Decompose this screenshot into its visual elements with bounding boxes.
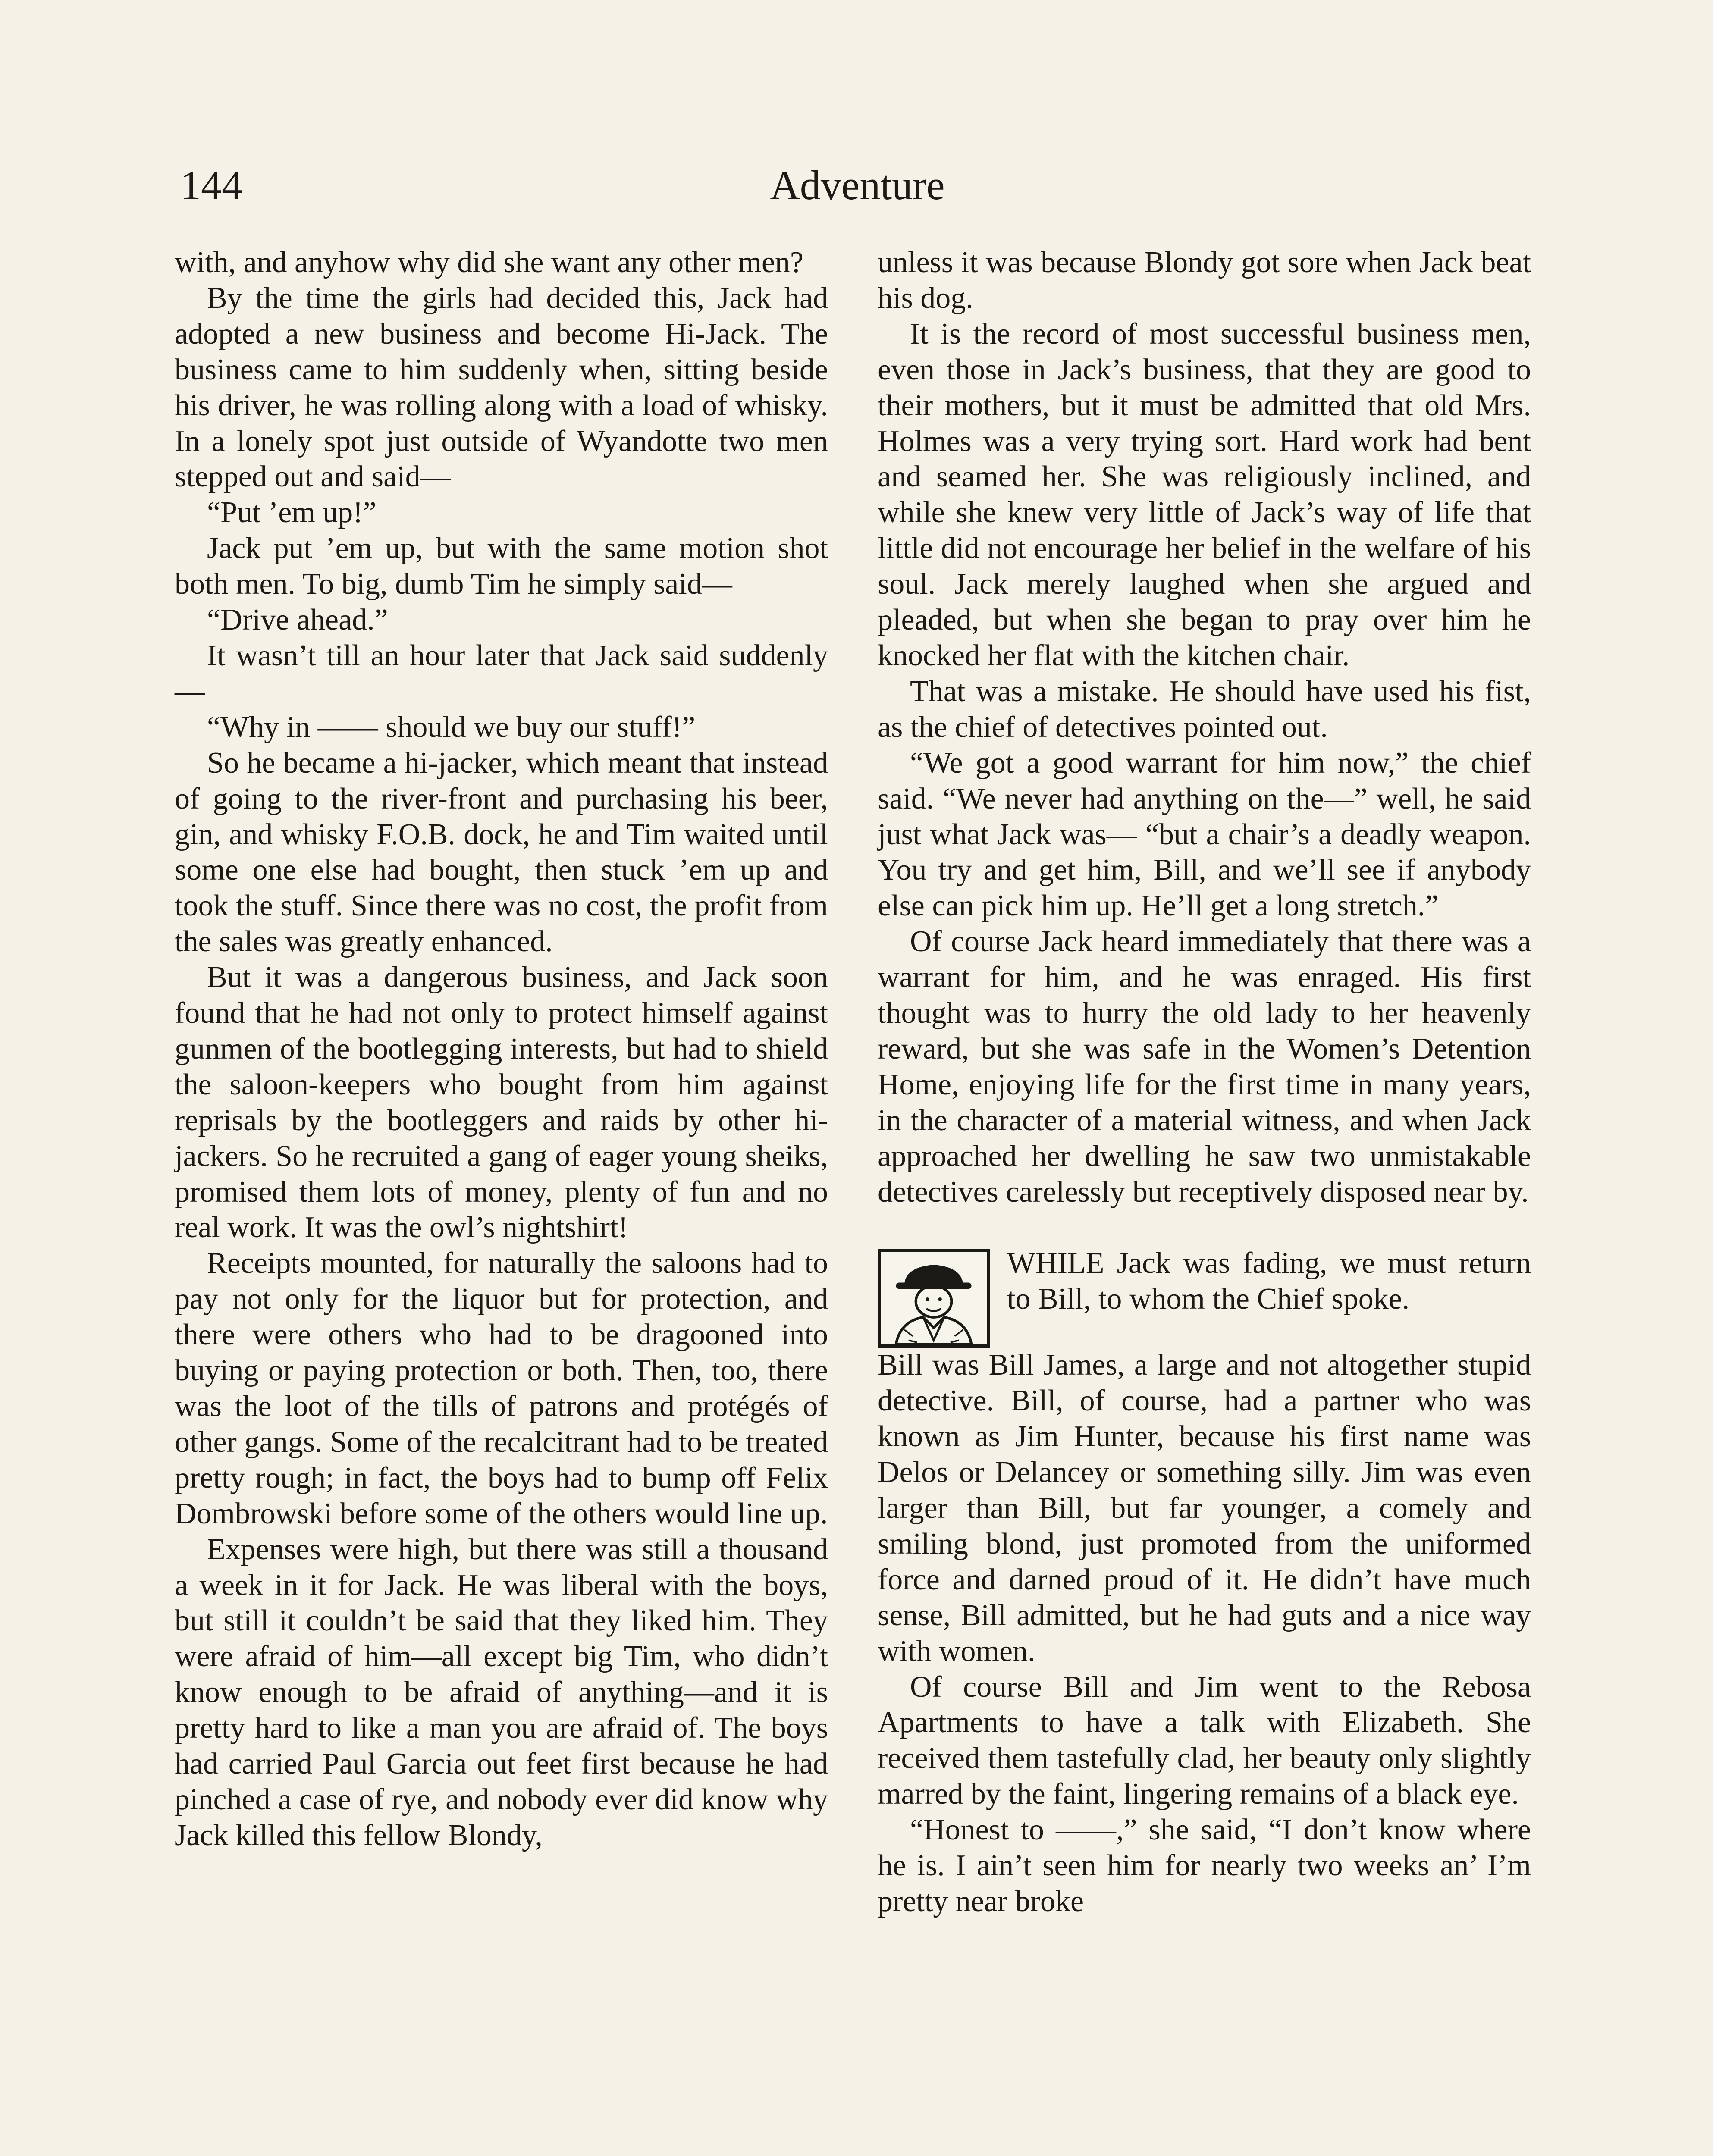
paragraph: “Honest to ——,” she said, “I don’t know where he is. I ain’t seen him for nearly two weeks an’ I’m pretty near broke bbox=[878, 1813, 1531, 1918]
right-column bbox=[878, 245, 1531, 1920]
magazine-title: Adventure bbox=[770, 162, 945, 208]
paragraph: That was a mistake. He should have used his fist, as the chief of detectives pointed out. bbox=[878, 674, 1531, 744]
paragraph: Expenses were high, but there was still a thousand a week in it for Jack. He was liberal with the boys, but still it couldn’t be said that they liked him. They were afraid of him—all except big Tim, who didn’t know enough to be afraid of anything—and it is pretty hard to like a man you are afraid of. The boys had carried Paul Garcia out feet first because he had pinched a case of rye, and nobody ever did know why Jack killed this fellow Blondy, bbox=[175, 1532, 828, 1852]
paragraph: But it was a dangerous business, and Jack soon found that he had not only to protect himself against gunmen of the bootlegging interests, but had to shield the saloon-keepers who bought from him against reprisals by the bootleggers and raids by other hi-jackers. So he recruited a gang of eager young sheiks, promised them lots of money, plenty of fun and no real work. It was the owl’s nightshirt! bbox=[175, 961, 828, 1244]
detective-portrait-icon bbox=[878, 1249, 990, 1348]
paragraph: By the time the girls had decided this, Jack had adopted a new business and become Hi-Jack. The business came to him suddenly when, sitting beside his driver, he was rolling along with a load of whisky. In a lonely spot just outside of Wyandotte two men stepped out and said— bbox=[175, 281, 828, 494]
paragraph: So he became a hi-jacker, which meant that instead of going to the river-front and purchasing his beer, gin, and whisky F.O.B. dock, he and Tim waited until some one else had bought, then stuck ’em up and took the stuff. Since there was no cost, the profit from the sales was greatly enhanced. bbox=[175, 746, 828, 959]
paragraph: Jack put ’em up, but with the same motion shot both men. To big, dumb Tim he simply said— bbox=[175, 532, 828, 601]
page-number: 144 bbox=[180, 162, 242, 208]
paragraph: unless it was because Blondy got sore when Jack beat his dog. bbox=[878, 246, 1531, 315]
paragraph: “Drive ahead.” bbox=[207, 603, 388, 637]
paragraph: Bill was Bill James, a large and not altogether stupid detective. Bill, of course, had a partner who was known as Jim Hunter, because his first name was Delos or Delancey or something silly. Jim was even larger than Bill, but far younger, a comely and smiling blond, just promoted from the uniformed force and darned proud of it. He didn’t have much sense, Bill admitted, but he had guts and a nice way with women. bbox=[878, 1348, 1531, 1668]
paragraph: “We got a good warrant for him now,” the chief said. “We never had anything on the—” well, he said just what Jack was— “but a chair’s a deadly weapon. You try and get him, Bill, and we’ll see if anybody else can pick him up. He’ll get a long stretch.” bbox=[878, 746, 1531, 923]
section-break bbox=[878, 1246, 1531, 1669]
paragraph: “Put ’em up!” bbox=[207, 496, 376, 530]
section-opening: WHILE Jack was fading, we must return to Bill, to whom the Chief spoke. bbox=[1007, 1247, 1531, 1316]
paragraph: It wasn’t till an hour later that Jack said suddenly— bbox=[175, 639, 828, 708]
page-header bbox=[180, 153, 1534, 218]
paragraph: “Why in —— should we buy our stuff!” bbox=[207, 710, 696, 744]
paragraph: Receipts mounted, for naturally the saloons had to pay not only for the liquor but for protection, and there were others who had to be dragooned into buying or paying protection or both. Then, too, there was the loot of the tills of patrons and protégés of other gangs. Some of the recalcitrant had to be treated pretty rough; in fact, the boys had to bump off Felix Dombrowski before some of the others would line up. bbox=[175, 1247, 828, 1530]
paragraph: It is the record of most successful business men, even those in Jack’s business, that they are good to their mothers, but it must be admitted that old Mrs. Holmes was a very trying sort. Hard work had bent and seamed her. She was religiously inclined, and while she knew very little of Jack’s way of life that little did not encourage her belief in the welfare of his soul. Jack merely laughed when she argued and pleaded, but when she began to pray over him he knocked her flat with the kitchen chair. bbox=[878, 317, 1531, 672]
paragraph: with, and anyhow why did she want any other men? bbox=[175, 246, 804, 279]
paragraph: Of course Jack heard immediately that there was a warrant for him, and he was enraged. His first thought was to hurry the old lady to her heavenly reward, but she was safe in the Women’s Detention Home, enjoying life for the first time in many years, in the character of a material witness, and when Jack approached her dwelling he saw two unmistakable detectives carelessly but receptively disposed near by. bbox=[878, 925, 1531, 1209]
paragraph: Of course Bill and Jim went to the Rebosa Apartments to have a talk with Elizabeth. She received them tastefully clad, her beauty only slightly marred by the faint, lingering remains of a black eye. bbox=[878, 1670, 1531, 1811]
left-column bbox=[175, 245, 828, 1854]
